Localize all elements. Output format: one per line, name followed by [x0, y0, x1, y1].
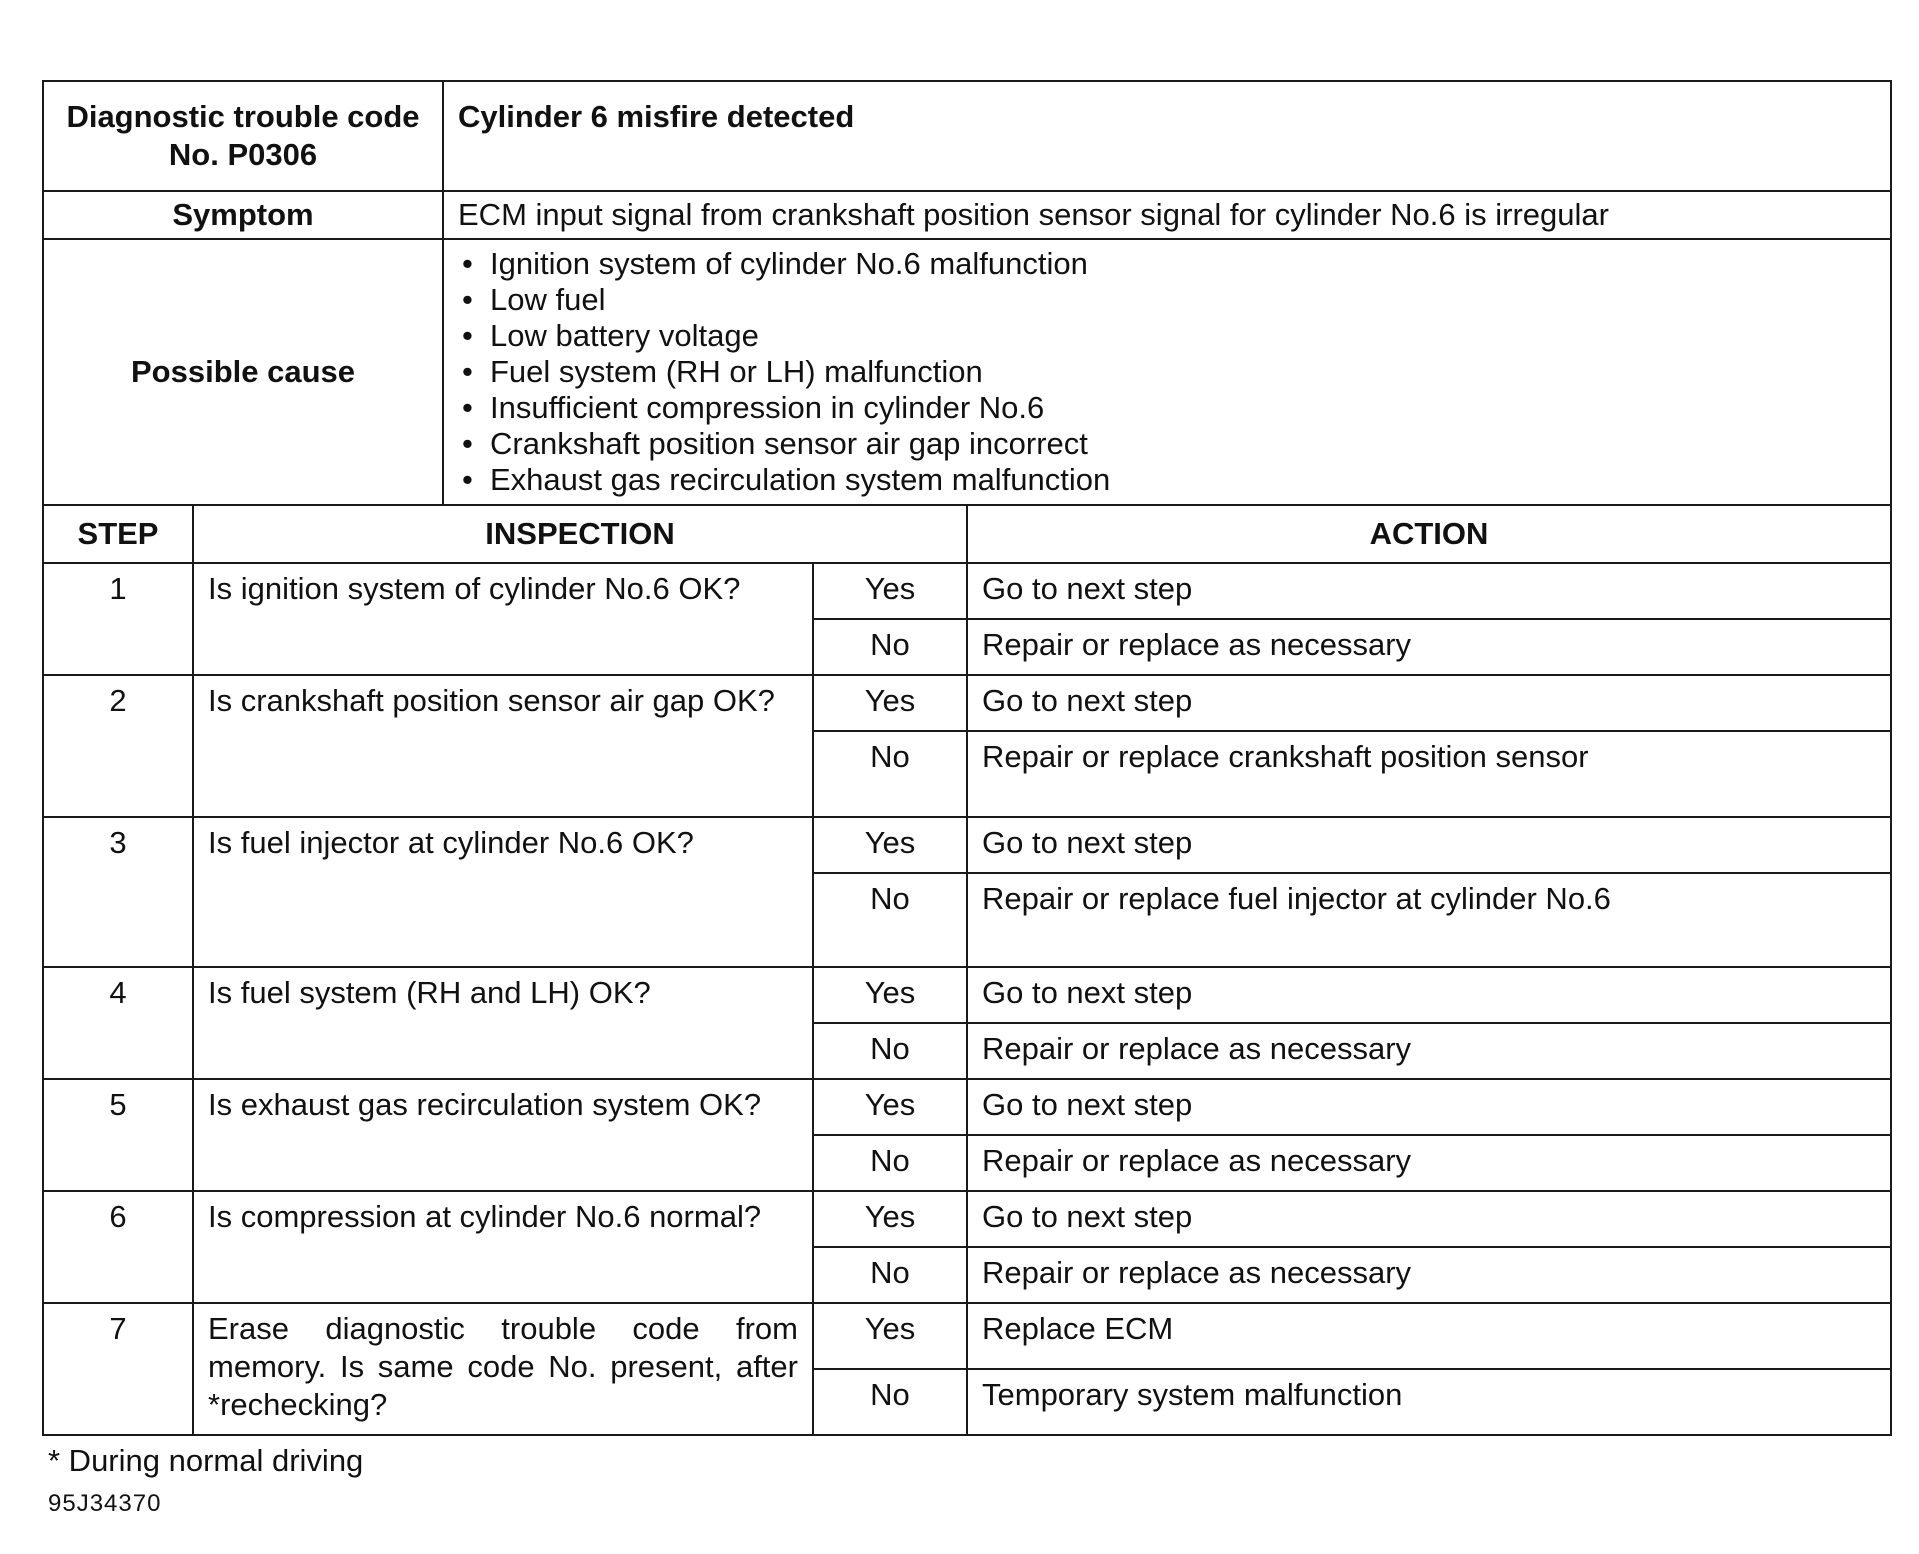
- answer-yes: Yes: [813, 1303, 967, 1369]
- table-row: [43, 817, 1891, 873]
- step-number: 7: [43, 1303, 193, 1435]
- action-yes: Go to next step: [967, 675, 1891, 731]
- cause-item: • Exhaust gas recirculation system malfunction: [458, 462, 1876, 498]
- cause-list: [458, 246, 1876, 498]
- inspection-question: Is exhaust gas recirculation system OK?: [193, 1079, 813, 1191]
- step-column-header: STEP: [43, 505, 193, 563]
- answer-yes: Yes: [813, 1079, 967, 1135]
- answer-no: No: [813, 731, 967, 817]
- cause-row: [43, 239, 1891, 505]
- action-no: Repair or replace as necessary: [967, 1135, 1891, 1191]
- table-row: [43, 563, 1891, 619]
- code-row: [43, 81, 1891, 191]
- inspection-question: Is crankshaft position sensor air gap OK?: [193, 675, 813, 817]
- action-no: Repair or replace as necessary: [967, 1247, 1891, 1303]
- step-number: 3: [43, 817, 193, 967]
- answer-no: No: [813, 1023, 967, 1079]
- answer-yes: Yes: [813, 563, 967, 619]
- cause-item: • Crankshaft position sensor air gap incorrect: [458, 426, 1876, 462]
- answer-no: No: [813, 873, 967, 967]
- action-yes: Go to next step: [967, 1191, 1891, 1247]
- action-yes: Go to next step: [967, 563, 1891, 619]
- answer-yes: Yes: [813, 1191, 967, 1247]
- table-row: [43, 1079, 1891, 1135]
- action-yes: Go to next step: [967, 967, 1891, 1023]
- footnote: * During normal driving: [48, 1443, 364, 1478]
- table-row: [43, 1303, 1891, 1369]
- inspection-question: Is ignition system of cylinder No.6 OK?: [193, 563, 813, 675]
- inspection-question: Erase diagnostic trouble code from memory. Is same code No. present, after *rechecking?: [193, 1303, 813, 1435]
- action-no: Repair or replace as necessary: [967, 1023, 1891, 1079]
- symptom-text: ECM input signal from crankshaft position sensor signal for cylinder No.6 is irregular: [443, 191, 1891, 239]
- step-number: 6: [43, 1191, 193, 1303]
- table-row: [43, 675, 1891, 731]
- cause-label: Possible cause: [43, 239, 443, 505]
- cause-list-cell: [443, 239, 1891, 505]
- action-column-header: ACTION: [967, 505, 1891, 563]
- action-no: Repair or replace as necessary: [967, 619, 1891, 675]
- cause-item: • Low battery voltage: [458, 318, 1876, 354]
- diagnostic-document: [42, 80, 1890, 1518]
- action-yes: Go to next step: [967, 1079, 1891, 1135]
- inspection-column-header: INSPECTION: [193, 505, 967, 563]
- answer-no: No: [813, 1247, 967, 1303]
- action-yes: Replace ECM: [967, 1303, 1891, 1369]
- action-no: Repair or replace fuel injector at cylinder No.6: [967, 873, 1891, 967]
- cause-item: • Fuel system (RH or LH) malfunction: [458, 354, 1876, 390]
- answer-yes: Yes: [813, 817, 967, 873]
- answer-no: No: [813, 1135, 967, 1191]
- step-number: 5: [43, 1079, 193, 1191]
- answer-no: No: [813, 1369, 967, 1435]
- cause-item: • Low fuel: [458, 282, 1876, 318]
- inspection-question: Is compression at cylinder No.6 normal?: [193, 1191, 813, 1303]
- step-number: 4: [43, 967, 193, 1079]
- diagnostic-table: [42, 80, 1892, 1436]
- cause-item: • Insufficient compression in cylinder No.6: [458, 390, 1876, 426]
- step-number: 1: [43, 563, 193, 675]
- symptom-label: Symptom: [43, 191, 443, 239]
- action-yes: Go to next step: [967, 817, 1891, 873]
- figure-id: 95J34370: [48, 1490, 162, 1517]
- answer-yes: Yes: [813, 967, 967, 1023]
- step-number: 2: [43, 675, 193, 817]
- cause-item: • Ignition system of cylinder No.6 malfunction: [458, 246, 1876, 282]
- table-row: [43, 967, 1891, 1023]
- action-no: Repair or replace crankshaft position sensor: [967, 731, 1891, 817]
- answer-no: No: [813, 619, 967, 675]
- inspection-question: Is fuel system (RH and LH) OK?: [193, 967, 813, 1079]
- action-no: Temporary system malfunction: [967, 1369, 1891, 1435]
- symptom-row: [43, 191, 1891, 239]
- answer-yes: Yes: [813, 675, 967, 731]
- code-title: Cylinder 6 misfire detected: [443, 81, 1891, 191]
- code-label: Diagnostic trouble code No. P0306: [43, 81, 443, 191]
- inspection-question: Is fuel injector at cylinder No.6 OK?: [193, 817, 813, 967]
- table-row: [43, 1191, 1891, 1247]
- column-header-row: [43, 505, 1891, 563]
